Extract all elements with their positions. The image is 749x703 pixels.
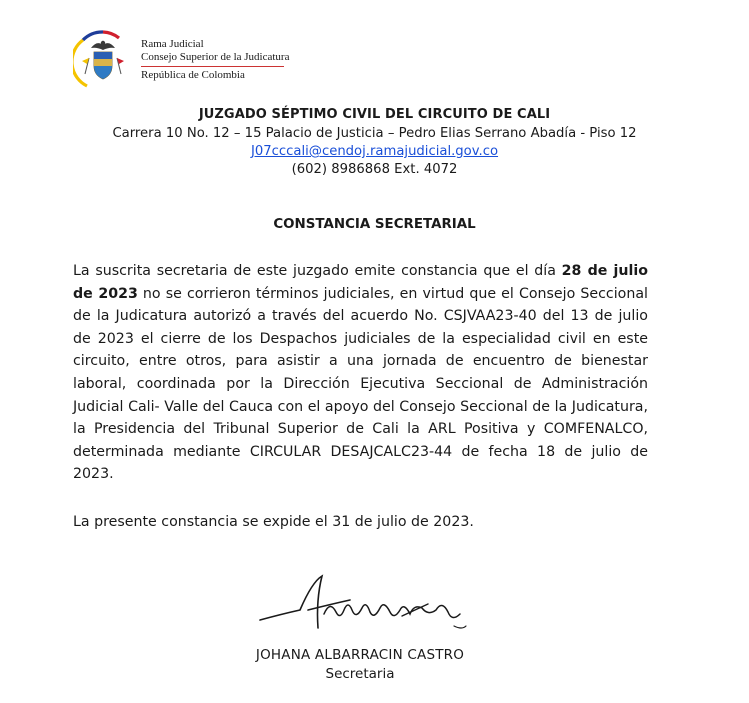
email-link[interactable]: J07cccali@cendoj.ramajudicial.gov.co xyxy=(250,144,499,159)
closing-paragraph: La presente constancia se expide el 31 de julio de 2023. xyxy=(73,514,474,530)
body-text-after: no se corrieron términos judiciales, en virtud que el Consejo Seccional de la Judicatura autorizó a través del acuerdo No. CSJVAA23-40 del 13 de julio de 2023 el cierre de los Despachos judiciales de la especialidad civil en este circuito, entre otros, para asistir a una jornada de encuentro de bienestar laboral, coordinada por la Dirección Ejecutiva Seccional de Administración Judicial Cali- Valle del Cauca con el apoyo del Consejo Seccional de la Judicatura, la Presidencia del Tribunal Superior de Cali la ARL Positiva y COMFENALCO, determinada mediante CIRCULAR DESAJCALC23-44 de fecha 18 de julio de 2023. xyxy=(73,285,648,483)
court-phone: (602) 8986868 Ext. 4072 xyxy=(291,162,458,177)
org-line-2: Consejo Superior de la Judicatura xyxy=(141,51,290,63)
org-line-1: Rama Judicial xyxy=(141,38,204,50)
document-title: CONSTANCIA SECRETARIAL xyxy=(273,217,476,232)
court-address: Carrera 10 No. 12 – 15 Palacio de Justicia – Pedro Elias Serrano Abadía - Piso 12 xyxy=(112,126,637,141)
court-name: JUZGADO SÉPTIMO CIVIL DEL CIRCUITO DE CALI xyxy=(198,107,551,122)
court-email xyxy=(0,144,749,159)
logo-text xyxy=(141,38,291,82)
logo-divider xyxy=(141,66,284,67)
handwritten-signature xyxy=(252,570,472,640)
org-line-3: República de Colombia xyxy=(141,69,245,81)
body-text-before: La suscrita secretaria de este juzgado emite constancia que el día xyxy=(73,263,562,279)
signer-name: JOHANA ALBARRACIN CASTRO xyxy=(255,647,465,663)
body-date: 28 de julio de 2023 xyxy=(73,263,648,302)
body-paragraph xyxy=(73,260,648,486)
signer-role: Secretaria xyxy=(325,666,395,682)
colombia-coat-of-arms-icon xyxy=(73,28,133,92)
